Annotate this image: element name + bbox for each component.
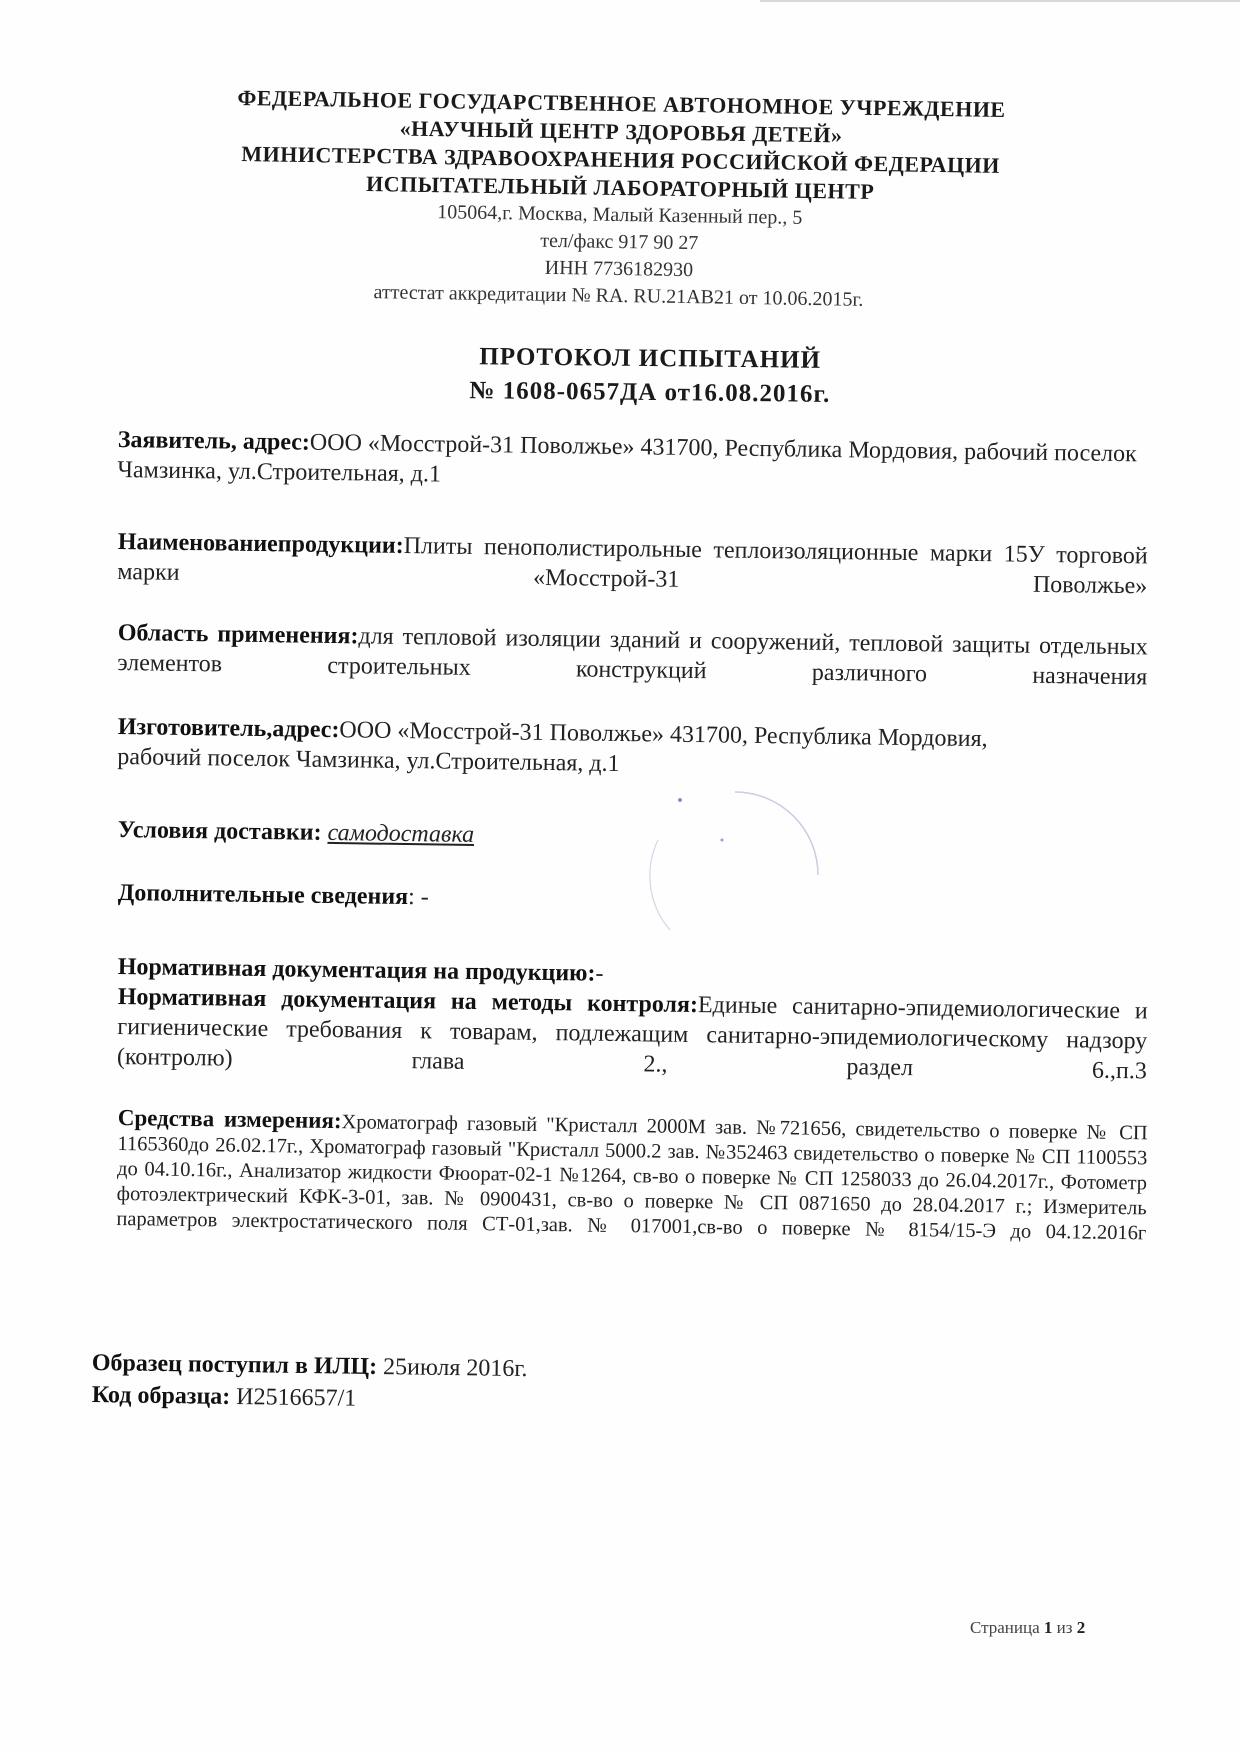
page-footer <box>970 1618 1085 1638</box>
received-value: 25июля 2016г. <box>382 1354 528 1383</box>
delivery-colon: : <box>313 819 328 846</box>
scope-label: Область применения: <box>117 619 359 650</box>
instruments-section <box>116 1105 1148 1246</box>
instruments-value: Хроматограф газовый "Кристалл 2000М зав. №721656, свидетельство о поверке № СП 1165360до 26.02.17г., Хроматограф газовый "Кристалл 5000.2 зав. №352463 свидетельство о поверке № СП 1100553 до 04.10.16г., Анализатор жидкости Фюорат-02-1 №1264, св-во о поверке № СП 1258033 до 26.04.2017г., Фотометр фотоэлектрический КФК-3-01, зав. № 0900431, св-во о поверке № СП 0871650 до 28.04.2017 г.; Измеритель параметров электростатического поля СТ-01,зав. № 017001,св-во о поверке № 8154/15-Э до 04.12.2016г <box>116 1111 1148 1245</box>
additional-colon: : <box>407 884 421 911</box>
applicant-label: Заявитель, адрес: <box>117 426 311 456</box>
footer-total-pages: 2 <box>1076 1618 1086 1637</box>
product-label: Наименованиепродукции: <box>117 528 404 559</box>
delivery-label: Условия доставки <box>117 816 314 846</box>
product-value: Плиты пенополистирольные теплоизоляционные марки 15У торговой марки «Мосстрой-31 Поволжье» <box>117 532 1148 600</box>
organization-header <box>178 83 1061 317</box>
header-line-2: «НАУЧНЫЙ ЦЕНТР ЗДОРОВЬЯ ДЕТЕЙ» <box>399 115 843 148</box>
delivery-section <box>118 815 1148 859</box>
manufacturer-value: ООО «Мосстрой-31 Поволжье» 431700, Республика Мордовия, рабочий поселок Чамзинка, ул.Строительная, д.1 <box>117 717 988 778</box>
header-accreditation: аттестат аккредитации № RA. RU.21AB21 от 10.06.2015г. <box>373 281 864 311</box>
header-phone: тел/факс 917 90 27 <box>540 229 699 255</box>
additional-value: - <box>420 884 429 911</box>
norm-methods-label: Нормативная документация на методы контроля: <box>117 983 699 1019</box>
protocol-title-line-1: ПРОТОКОЛ ИСПЫТАНИЙ <box>479 343 822 374</box>
header-line-1: ФЕДЕРАЛЬНОЕ ГОСУДАРСТВЕННОЕ АВТОНОМНОЕ УЧРЕЖДЕНИЕ <box>237 84 1006 123</box>
received-label: Образец поступил в ИЛЦ: <box>91 1349 378 1380</box>
norm-methods-value: Единые санитарно-эпидемиологические и гигиенические требования к товарам, подлежащим санитарно-эпидемиологическому надзору (контролю) глава 2., раздел 6.,п.3 <box>116 992 1148 1085</box>
applicant-section <box>117 425 1148 499</box>
manufacturer-label: Изготовитель,адрес: <box>117 713 340 744</box>
applicant-value: ООО «Мосстрой-31 Поволжье» 431700, Республика Мордовия, рабочий поселок Чамзинка, ул.Строительная, д.1 <box>117 429 1137 488</box>
header-inn: ИНН 7736182930 <box>544 256 694 282</box>
protocol-title <box>400 339 901 412</box>
delivery-value: самодоставка <box>327 819 475 848</box>
product-section <box>117 527 1148 601</box>
additional-label: Дополнительные сведения <box>117 879 409 911</box>
sample-code-label: Код образца: <box>91 1381 231 1410</box>
scan-edge <box>760 0 1240 2</box>
norm-product-value: - <box>595 960 604 987</box>
faint-stamp-seal <box>640 780 830 970</box>
scope-section <box>117 618 1148 692</box>
footer-prefix: Страница <box>970 1618 1040 1637</box>
manufacturer-section <box>117 712 1048 785</box>
footer-of: из <box>1056 1618 1073 1637</box>
header-address: 105064,г. Москва, Малый Казенный пер., 5 <box>437 201 803 229</box>
protocol-number: № 1608-0657ДА от16.08.2016г. <box>469 377 831 408</box>
footer-page-number: 1 <box>1043 1618 1053 1637</box>
additional-section <box>118 878 1148 922</box>
instruments-label: Средства измерения: <box>117 1105 342 1134</box>
scope-value: для тепловой изоляции зданий и сооружений, тепловой защиты отдельных элементов строительных конструкций различного назначения <box>117 623 1148 691</box>
sample-code-value: И2516657/1 <box>236 1384 357 1412</box>
norm-methods-section <box>117 982 1148 1086</box>
norm-product-label: Нормативная документация на продукцию: <box>117 953 596 987</box>
header-line-3: МИНИСТЕРСТВА ЗДРАВООХРАНЕНИЯ РОССИЙСКОЙ ФЕДЕРАЦИИ <box>241 141 1001 178</box>
header-line-4: ИСПЫТАТЕЛЬНЫЙ ЛАБОРАТОРНЫЙ ЦЕНТР <box>365 171 875 204</box>
